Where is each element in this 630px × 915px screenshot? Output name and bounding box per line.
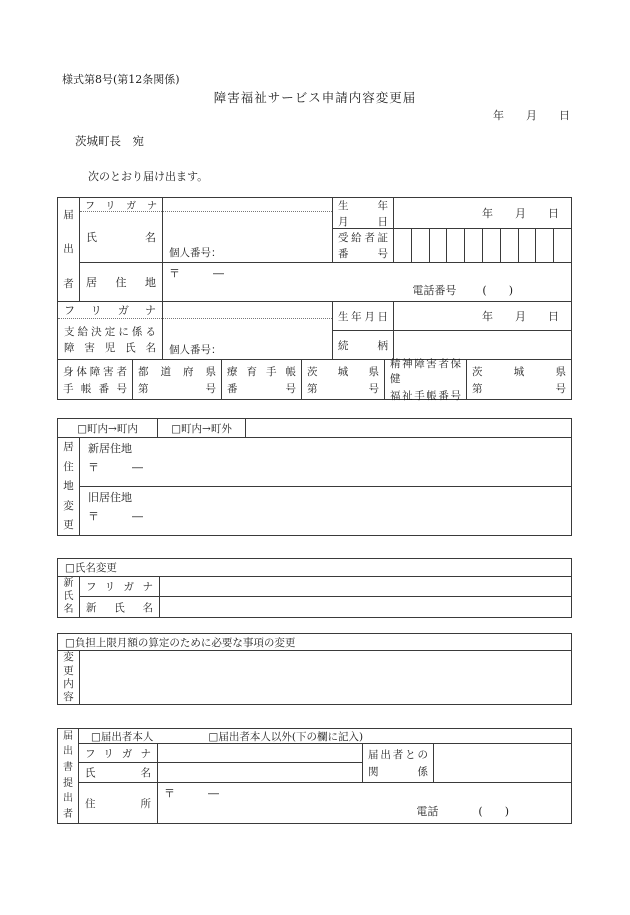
new-name-furigana-label: フリガナ <box>86 581 153 593</box>
submitter-relation-label-line1: 届出者との <box>368 749 428 761</box>
submitter-name-label-cell <box>79 763 158 782</box>
submitter-furigana-label: フリガナ <box>85 747 151 760</box>
submitter-furigana-input[interactable] <box>158 744 362 762</box>
new-name-furigana-input[interactable] <box>160 577 571 596</box>
cert-digit-cell[interactable] <box>411 229 429 262</box>
child-name-input[interactable] <box>163 319 332 359</box>
main-table <box>57 197 572 400</box>
residence-checkbox-spacer <box>246 419 571 437</box>
child-furigana-label: フリガナ <box>64 304 156 317</box>
old-address-postal-mark: 〒 ― <box>88 510 143 523</box>
applicant-side-label-cell <box>58 198 80 301</box>
mental-handbook-number-input[interactable] <box>467 360 571 399</box>
cert-digit-cell[interactable] <box>446 229 464 262</box>
name-change-side-label: 新 氏 名 <box>63 577 74 616</box>
rehab-handbook-label-cell <box>222 360 302 399</box>
checkbox-submitter-other[interactable]: □届出者本人以外(下の欄に記入) <box>208 730 364 743</box>
applicant-address-label: 居住地 <box>86 276 156 289</box>
old-address-input[interactable] <box>80 487 571 535</box>
intro-text: 次のとおり届け出ます。 <box>88 170 209 183</box>
handbook-row <box>58 358 571 402</box>
submitter-name-input[interactable] <box>158 763 362 782</box>
child-furigana-label-cell <box>58 302 162 319</box>
submitter-relation-label-cell <box>363 744 434 782</box>
submitter-side-label-cell <box>58 729 79 823</box>
rehab-handbook-number-input[interactable] <box>302 360 385 399</box>
new-name-input[interactable] <box>160 597 571 617</box>
child-name-label-line1: 支給決定に係る <box>64 325 156 338</box>
date-line[interactable]: 年 月 日 <box>493 109 570 122</box>
page-title: 障害福祉サービス申請内容変更届 <box>213 90 417 105</box>
applicant-birth-input[interactable] <box>394 198 571 228</box>
applicant-furigana-label: フリガナ <box>85 201 157 212</box>
checkbox-submitter-self[interactable]: □届出者本人 <box>91 730 154 743</box>
physical-handbook-label-cell <box>58 360 133 399</box>
applicant-postal-mark: 〒 ― <box>169 267 224 280</box>
residence-side-label-cell <box>58 438 80 535</box>
cert-digit-cell[interactable] <box>500 229 518 262</box>
checkbox-burden-change[interactable]: □負担上限月額の算定のために必要な事項の変更 <box>58 634 571 651</box>
applicant-birth-label-line2: 月日 <box>338 215 388 228</box>
residence-change-table <box>57 418 572 536</box>
applicant-name-input[interactable] <box>163 212 332 262</box>
submitter-table <box>57 728 572 824</box>
new-name-label-cell <box>80 597 160 617</box>
child-personal-number-label: 個人番号： <box>169 344 222 356</box>
recipient-cert-label-line1: 受給者証 <box>338 232 388 244</box>
submitter-relation-input[interactable] <box>434 744 571 782</box>
new-name-furigana-label-cell <box>80 577 160 596</box>
burden-side-label: 変 更 内 容 <box>63 651 74 704</box>
checkbox-name-change[interactable]: □氏名変更 <box>58 559 571 577</box>
residence-side-label: 居 住 地 変 更 <box>63 441 74 531</box>
applicant-personal-number-label: 個人番号： <box>169 247 222 259</box>
recipient-cert-label-line2: 番号 <box>338 248 388 260</box>
new-address-label: 新居住地 <box>88 442 132 455</box>
checkbox-town-to-town[interactable]: □町内→町内 <box>58 419 158 437</box>
cert-digit-cell[interactable] <box>553 229 571 262</box>
child-birth-input[interactable] <box>394 302 571 330</box>
physical-handbook-line1: 身体障害者 <box>63 365 127 378</box>
applicant-furigana-label-cell <box>80 198 162 212</box>
submitter-address-label: 住所 <box>85 797 151 810</box>
prefecture-line1: 都道府県 <box>138 365 216 378</box>
submitter-phone-paren: ( ) <box>478 805 509 818</box>
child-name-label-cell <box>58 319 162 359</box>
applicant-side-label: 届 出 者 <box>63 208 74 290</box>
submitter-furigana-label-cell <box>79 744 158 762</box>
applicant-phone-paren: ( ) <box>482 284 513 297</box>
recipient-cert-label-cell <box>333 229 394 262</box>
child-birth-placeholder: 年 月 日 <box>482 310 559 323</box>
burden-side-label-cell <box>58 651 80 704</box>
applicant-birth-label-line1: 生年 <box>338 199 388 212</box>
submitter-name-label: 氏名 <box>85 767 151 779</box>
child-section <box>58 302 571 360</box>
recipient-cert-number-cells[interactable] <box>394 229 571 262</box>
applicant-birth-label-cell <box>333 198 394 228</box>
submitter-phone-line[interactable] <box>416 803 509 819</box>
relation-input[interactable] <box>394 331 571 359</box>
submitter-side-label: 届 出 書 提 出 者 <box>63 730 73 821</box>
applicant-address-label-cell <box>80 263 163 301</box>
ibaraki-line2: 第 号 <box>307 382 379 395</box>
child-name-label-line2: 障害児氏名 <box>64 341 156 354</box>
applicant-section <box>58 198 571 302</box>
applicant-name-label-cell <box>80 212 162 262</box>
submitter-relation-label-line2: 関係 <box>368 766 428 778</box>
applicant-furigana-input[interactable] <box>163 198 332 212</box>
applicant-phone-label: 電話番号 <box>412 284 457 297</box>
mental-handbook-line1: 精神障害者保健 <box>390 358 461 385</box>
name-change-table <box>57 558 572 618</box>
cert-digit-cell[interactable] <box>518 229 536 262</box>
applicant-phone-line[interactable] <box>412 282 513 298</box>
form-number: 様式第8号(第12条関係) <box>62 73 180 86</box>
cert-digit-cell[interactable] <box>464 229 482 262</box>
submitter-address-input[interactable] <box>158 783 571 823</box>
submitter-postal-mark: 〒 ― <box>164 787 219 800</box>
submitter-phone-label: 電話 <box>416 805 439 818</box>
mental-handbook-line2: 福祉手帳番号 <box>390 390 461 402</box>
new-address-input[interactable] <box>80 438 571 487</box>
burden-change-table <box>57 633 572 705</box>
ibaraki2-line2: 第 号 <box>472 382 566 395</box>
child-birth-label-cell <box>333 302 394 330</box>
mental-handbook-label-cell <box>385 358 467 402</box>
new-address-postal-mark: 〒 ― <box>88 461 143 474</box>
cert-digit-cell[interactable] <box>429 229 447 262</box>
ibaraki2-line1: 茨城県 <box>472 365 566 378</box>
cert-digit-cell[interactable] <box>394 229 411 262</box>
checkbox-town-to-outside[interactable]: □町内→町外 <box>158 419 246 437</box>
new-name-label: 新氏名 <box>86 601 153 614</box>
submitter-address-label-cell <box>79 783 158 823</box>
old-address-label: 旧居住地 <box>88 491 132 504</box>
applicant-address-input[interactable] <box>163 263 571 301</box>
physical-handbook-line2: 手帳番号 <box>63 382 127 395</box>
rehab-handbook-line1: 療育手帳 <box>227 365 296 378</box>
child-furigana-input[interactable] <box>163 302 332 319</box>
addressee: 茨城町長 宛 <box>75 134 144 148</box>
name-change-side-label-cell <box>58 577 80 617</box>
rehab-handbook-line2: 番号 <box>227 382 296 395</box>
relation-label-cell <box>333 331 394 359</box>
child-birth-label: 生年月日 <box>338 310 388 323</box>
physical-handbook-number-input[interactable] <box>133 360 222 399</box>
prefecture-line2: 第 号 <box>138 382 216 395</box>
applicant-name-label: 氏名 <box>86 231 156 244</box>
relation-label: 続柄 <box>338 339 388 352</box>
applicant-birth-placeholder: 年 月 日 <box>482 207 559 220</box>
ibaraki-line1: 茨城県 <box>307 365 379 378</box>
burden-change-detail-input[interactable] <box>80 651 571 704</box>
cert-digit-cell[interactable] <box>482 229 500 262</box>
cert-digit-cell[interactable] <box>535 229 553 262</box>
